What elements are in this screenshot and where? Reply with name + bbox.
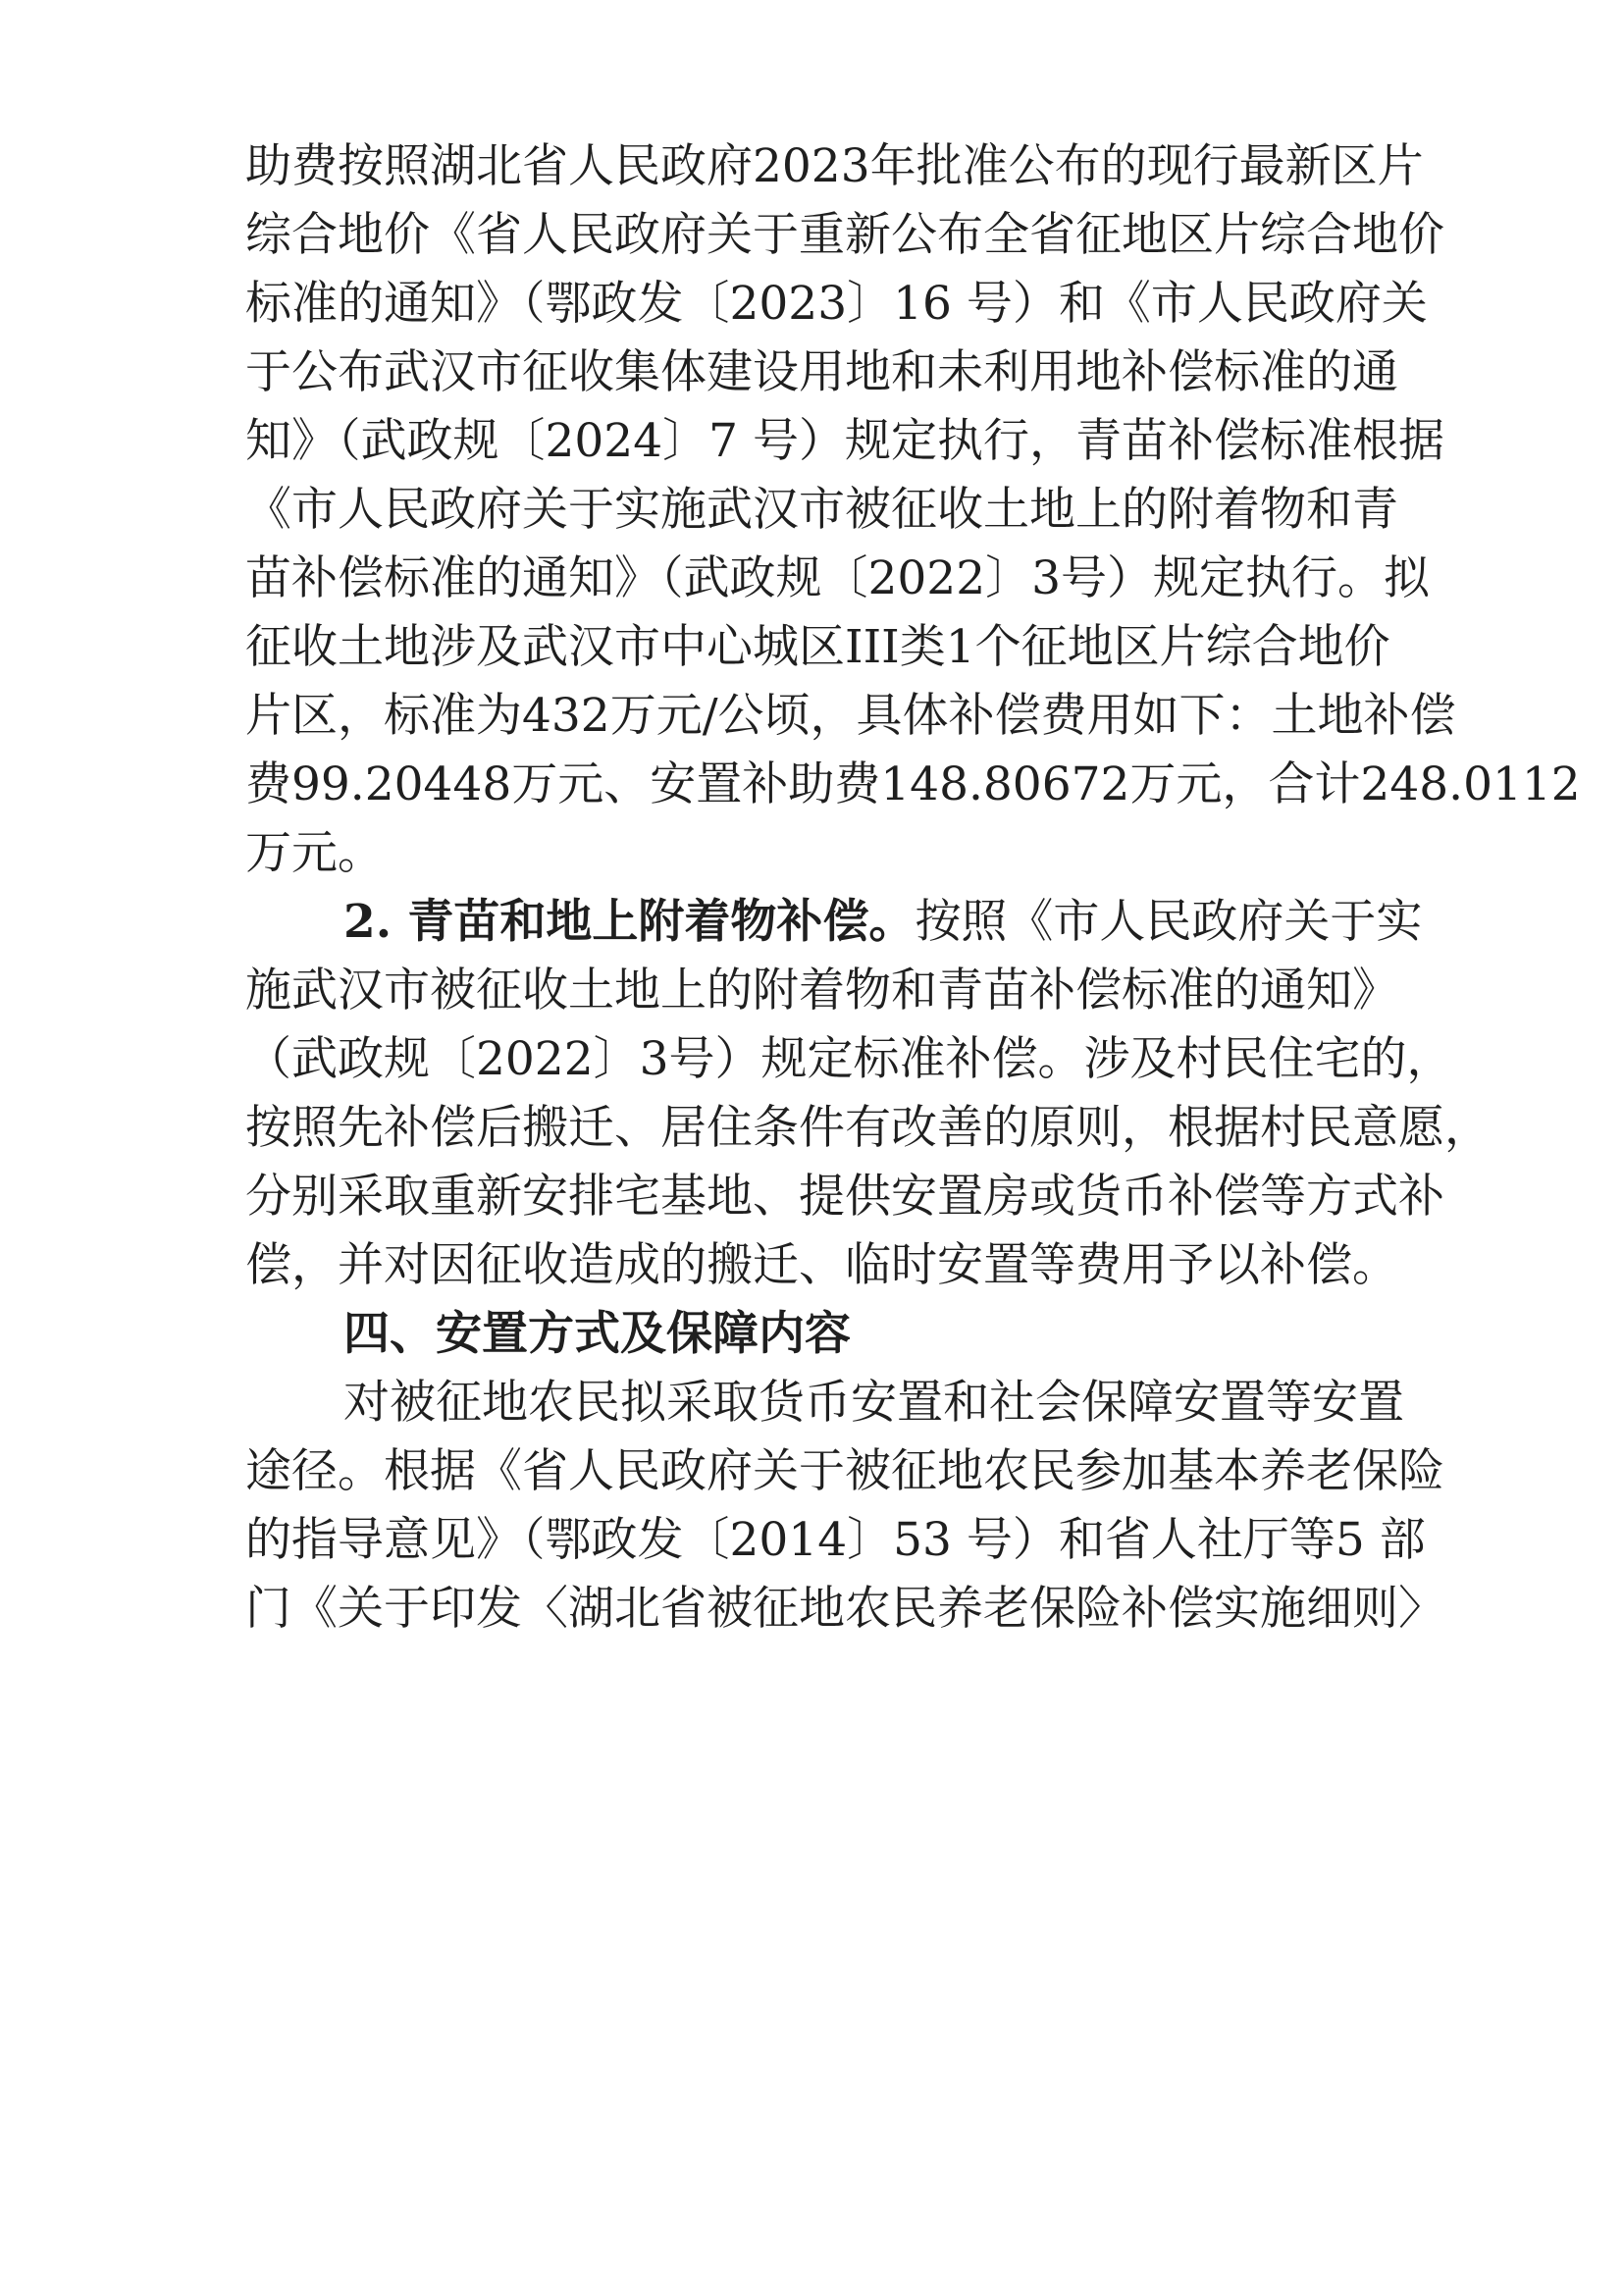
paragraph-line-9: 片区，标准为432万元/公顷，具体补偿费用如下：土地补偿 — [245, 689, 1456, 743]
paragraph-line-2: 综合地价《省人民政府关于重新公布全省征地区片综合地价 — [245, 208, 1444, 262]
paragraph-line-7: 苗补偿标准的通知》（武政规〔2022〕3号）规定执行。拟 — [245, 551, 1431, 605]
paragraph-line-5: 知》（武政规〔2024〕7 号）规定执行，青苗补偿标准根据 — [245, 414, 1444, 468]
item-2-line-6: 偿，并对因征收造成的搬迁、临时安置等费用予以补偿。 — [245, 1238, 1398, 1292]
item-2-line-1: 按照《市人民政府关于实 — [915, 895, 1423, 949]
item-2-line-2: 施武汉市被征收土地上的附着物和青苗补偿标准的通知》 — [245, 964, 1398, 1018]
paragraph-line-6: 《市人民政府关于实施武汉市被征收土地上的附着物和青 — [245, 483, 1398, 537]
item-2-line-4: 按照先补偿后搬迁、居住条件有改善的原则，根据村民意愿， — [245, 1101, 1491, 1155]
section-4-heading: 四、安置方式及保障内容 — [343, 1307, 851, 1361]
paragraph-line-11: 万元。 — [245, 826, 384, 880]
item-2-lead: 2. 青苗和地上附着物补偿。 — [343, 895, 916, 949]
paragraph-line-10: 费99.20448万元、安置补助费148.80672万元，合计248.0112 — [245, 757, 1581, 811]
section-4-line-2: 途径。根据《省人民政府关于被征地农民参加基本养老保险 — [245, 1444, 1444, 1498]
paragraph-line-8: 征收土地涉及武汉市中心城区III类1个征地区片综合地价 — [245, 620, 1390, 674]
section-4-line-1: 对被征地农民拟采取货币安置和社会保障安置等安置 — [343, 1376, 1404, 1430]
section-4-line-3: 的指导意见》（鄂政发〔2014〕53 号）和省人社厅等5 部 — [245, 1513, 1426, 1567]
paragraph-line-1: 助费按照湖北省人民政府2023年批准公布的现行最新区片 — [245, 139, 1424, 193]
paragraph-line-4: 于公布武汉市征收集体建设用地和未利用地补偿标准的通 — [245, 345, 1398, 399]
item-2-first-line — [343, 893, 1423, 952]
paragraph-line-3: 标准的通知》（鄂政发〔2023〕16 号）和《市人民政府关 — [245, 277, 1428, 331]
item-2-line-5: 分别采取重新安排宅基地、提供安置房或货币补偿等方式补 — [245, 1170, 1444, 1224]
item-2-line-3: （武政规〔2022〕3号）规定标准补偿。涉及村民住宅的， — [245, 1032, 1453, 1086]
section-4-line-4: 门《关于印发〈湖北省被征地农民养老保险补偿实施细则〉 — [245, 1582, 1444, 1636]
